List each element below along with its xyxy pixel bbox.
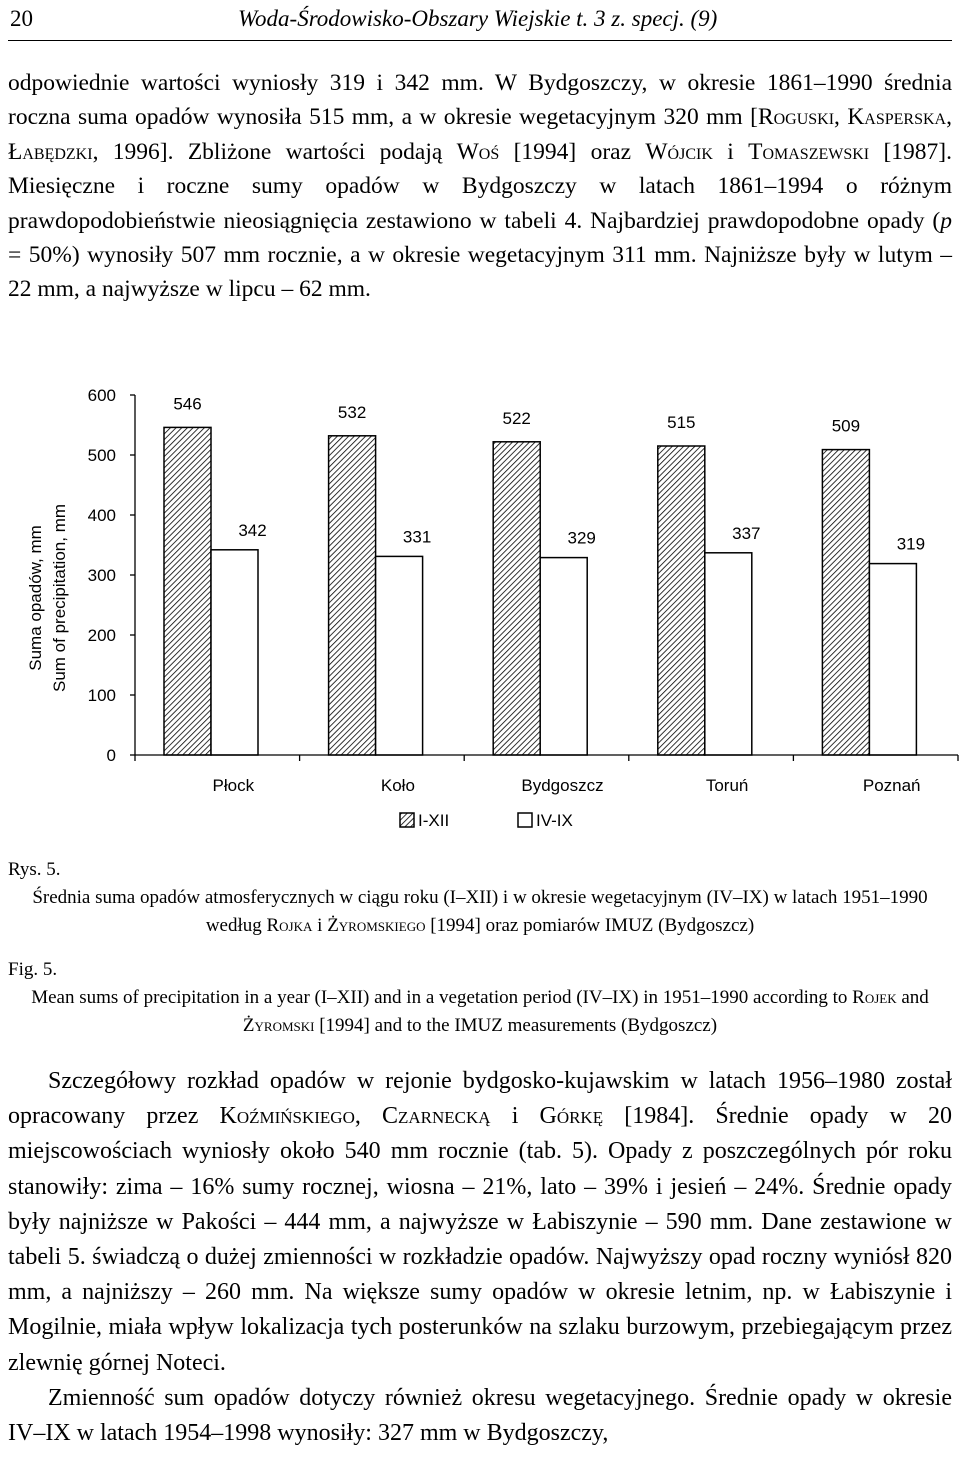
precipitation-bar-chart — [0, 360, 960, 850]
text-run: = 50%) wynosiły 507 mm rocznie, a w okresie wegetacyjnym 311 mm. Najniższe były w lutym – 22 mm, a najwyższe w lipcu – 62 mm. — [8, 242, 952, 303]
journal-title: Woda-Środowisko-Obszary Wiejskie t. 3 z. specj. (9) — [238, 6, 718, 31]
author-name: Woś — [456, 138, 500, 165]
text-run: [1994] oraz pomiarów IMUZ (Bydgoszcz) — [425, 915, 755, 936]
text-run: , — [354, 1103, 382, 1130]
author-name: Żyromski — [242, 1015, 315, 1036]
caption-label-en: Fig. 5. — [8, 959, 58, 980]
text-run: odpowiednie wartości wyniosły 319 i 342 mm. W Bydgoszczy, w okresie 1861–1990 średnia roczna suma opadów wynosiła 515 mm, a w okresie wegetacyjnym 320 mm [ — [8, 70, 952, 131]
text-run: Średnia suma opadów atmosferycznych w ciągu roku (I–XII) i w okresie wegetacyjnym (IV–IX) w latach 1951–1990 według — [32, 887, 928, 936]
bar-i-xii — [493, 442, 540, 755]
text-run: Szczegółowy rozkład opadów w rejonie bydgosko-kujawskim w latach 1956–1980 został opracowany przez — [8, 1068, 952, 1130]
text-run: [1994] and to the IMUZ measurements (Bydgoszcz) — [314, 1015, 718, 1036]
text-run: i — [312, 915, 328, 936]
bar-i-xii — [164, 427, 211, 755]
bar-iv-ix — [705, 553, 752, 755]
data-label: 515 — [667, 413, 696, 432]
text-run: i — [490, 1103, 540, 1130]
bar-iv-ix — [211, 550, 258, 755]
paragraph-top — [8, 66, 952, 307]
text-run: p — [940, 207, 952, 234]
legend-label: IV-IX — [536, 811, 573, 830]
data-label: 509 — [831, 416, 861, 436]
paragraph-bottom — [8, 1064, 952, 1451]
y-tick-label: 200 — [87, 626, 116, 645]
bar-iv-ix — [540, 558, 587, 755]
legend-swatch — [518, 813, 532, 827]
data-label: 329 — [567, 528, 596, 548]
author-name: Górkę — [539, 1103, 604, 1130]
text-run: [1994] oraz — [499, 138, 646, 165]
legend-swatch — [400, 813, 414, 827]
caption-label-pl: Rys. 5. — [8, 859, 61, 880]
bar-iv-ix — [869, 564, 916, 755]
caption-text-en — [8, 984, 952, 1040]
bar-i-xii — [658, 446, 705, 755]
text-run: , 1996]. Zbliżone wartości podają — [92, 138, 457, 165]
y-tick-label: 500 — [87, 446, 116, 465]
page-number: 20 — [10, 6, 33, 31]
y-tick-label: 400 — [87, 506, 116, 525]
figure-caption-en — [8, 956, 952, 1040]
author-name: Koźmińskiego — [219, 1103, 355, 1130]
paragraph-bottom-2 — [8, 1381, 952, 1451]
data-label: 331 — [402, 527, 432, 547]
author-name: Wójcik — [645, 138, 713, 165]
running-header — [8, 4, 952, 41]
x-tick-label: Bydgoszcz — [521, 776, 604, 795]
text-run: [1984]. Średnie opady w 20 miejscowościach wyniosły około 540 mm rocznie (tab. 5). Opady z poszczególnych pór roku stanowiły: zima – 16% sumy rocznej, wiosna – 21%, lato – 39% i jesień – 24%. Średnie opady były najniższe w Pakości – 444 mm, a najwyższe w Łabiszynie – 590 mm. Dane zestawione w tabeli 5. świadczą o dużej zmienności w rozkładzie opadów. Najwyższy opad roczny wyniósł 820 mm, a najniższy – 260 mm. Na większe sumy opadów w okresie letnim, np. w Łabiszynie i Mogilnie, miała wpływ lokalizacja tych posterunków na szlaku burzowym, przebiegającym przez zlewnię górnej Noteci. — [8, 1103, 952, 1376]
legend-label: I-XII — [418, 811, 450, 830]
y-axis-label-en: Sum of precipitation, mm — [50, 503, 69, 693]
data-label: 319 — [896, 534, 926, 554]
data-label: 337 — [732, 523, 761, 543]
y-tick-label: 300 — [87, 566, 116, 585]
x-tick-label: Koło — [380, 776, 415, 795]
y-tick-label: 0 — [106, 746, 116, 765]
y-tick-label: 600 — [87, 386, 116, 405]
author-name: Czarnecką — [382, 1103, 491, 1130]
author-name: Rojka — [266, 915, 313, 936]
x-tick-label: Płock — [212, 776, 255, 795]
data-label: 522 — [502, 408, 531, 428]
figure-caption-pl — [8, 856, 952, 940]
x-tick-label: Poznań — [862, 776, 921, 795]
bar-i-xii — [822, 450, 869, 755]
bar-iv-ix — [376, 556, 423, 755]
author-name: Roguski, Kasperska, Łabędzki — [8, 104, 952, 165]
caption-text-pl — [8, 884, 952, 940]
text-run: Zmienność sum opadów dotyczy również okresu wegetacyjnego. Średnie opady w okresie IV–IX w latach 1954–1998 wynosiły: 327 mm w Bydgoszczy, — [8, 1384, 952, 1447]
author-name: Rojek — [852, 987, 897, 1008]
text-run: Mean sums of precipitation in a year (I–XII) and in a vegetation period (IV–IX) in 1951–1990 according to — [31, 987, 853, 1008]
text-run: [1987]. Miesięczne i roczne sumy opadów w Bydgoszczy w latach 1861–1994 o różnym prawdopodobieństwie nieosiągnięcia zestawiono w tabeli 4. Najbardziej prawdopodobne opady ( — [8, 138, 953, 234]
y-tick-label: 100 — [87, 686, 116, 705]
text-run: and — [896, 987, 929, 1008]
data-label: 342 — [238, 520, 267, 540]
paragraph-bottom-1 — [8, 1064, 952, 1381]
text-run: i — [712, 138, 749, 165]
author-name: Żyromskiego — [327, 915, 426, 936]
bar-i-xii — [329, 436, 376, 755]
author-name: Tomaszewski — [748, 138, 870, 165]
data-label: 532 — [337, 402, 367, 422]
data-label: 546 — [173, 394, 202, 414]
x-tick-label: Toruń — [705, 776, 749, 795]
y-axis-label-pl: Suma opadów, mm — [26, 525, 45, 671]
